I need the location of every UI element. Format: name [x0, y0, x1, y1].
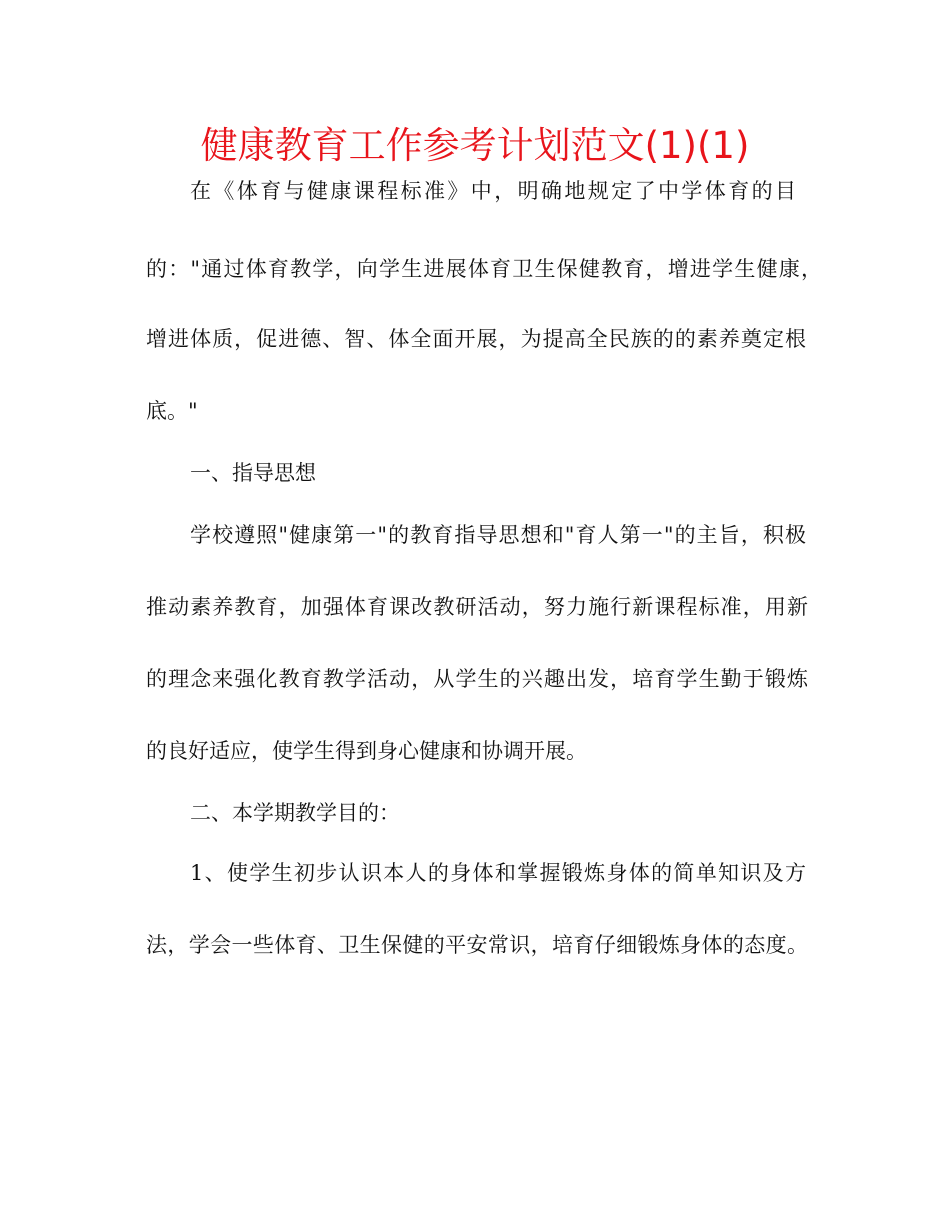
paragraph-line: 增进体质，促进德、智、体全面开展，为提高全民族的的素养奠定根	[146, 327, 806, 351]
paragraph-line: 学校遵照"健康第一"的教育指导思想和"育人第一"的主旨，积极	[190, 523, 806, 547]
paragraph-line: 的良好适应，使学生得到身心健康和协调开展。	[146, 739, 587, 763]
paragraph-line: 1、使学生初步认识本人的身体和掌握锻炼身体的简单知识及方	[190, 861, 806, 885]
paragraph-line: 底。"	[146, 399, 198, 423]
paragraph-line: 法，学会一些体育、卫生保健的平安常识，培育仔细锻炼身体的态度。	[146, 933, 808, 957]
paragraph-line: 推动素养教育，加强体育课改教研活动，努力施行新课程标准，用新	[146, 595, 808, 619]
paragraph-line: 在《体育与健康课程标准》中，明确地规定了中学体育的目	[190, 179, 796, 203]
section-heading: 二、本学期教学目的：	[190, 801, 400, 825]
paragraph-line: 的理念来强化教育教学活动，从学生的兴趣出发，培育学生勤于锻炼	[146, 667, 808, 691]
paragraph-line: 的："通过体育教学，向学生进展体育卫生保健教育，增进学生健康，	[146, 257, 822, 281]
document-title: 健康教育工作参考计划范文(1)(1)	[200, 124, 750, 167]
section-heading: 一、指导思想	[190, 461, 316, 485]
